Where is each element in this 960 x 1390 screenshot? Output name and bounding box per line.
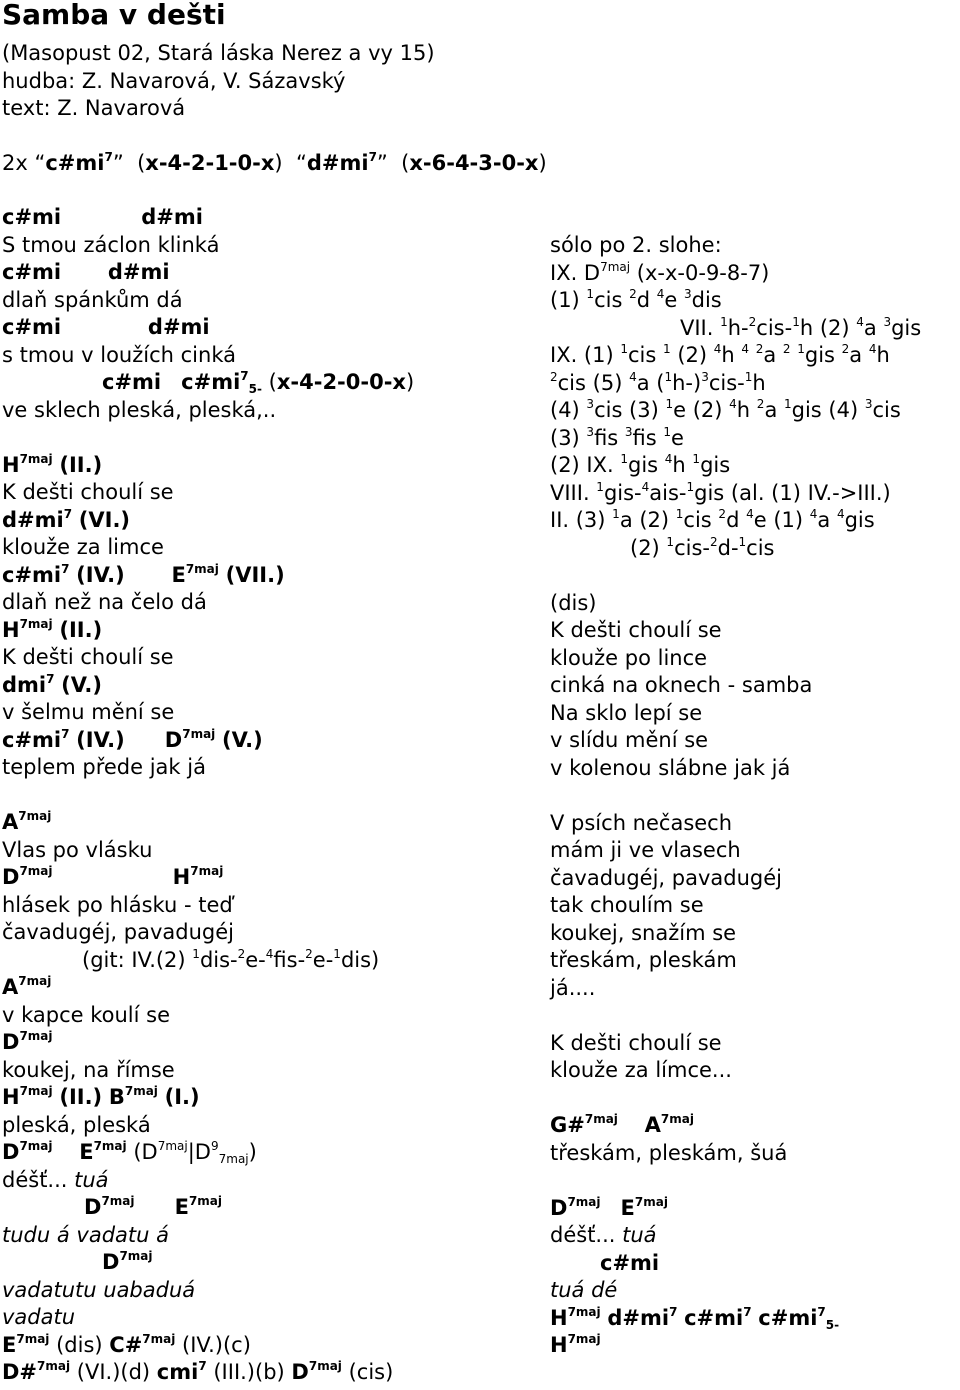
solo-line: VII. $^1$h-$^2$cis-$^1$h (2) $^4$a $^3$gis [680,314,922,340]
lyric-line: K dešti choulí se [550,618,722,642]
solo-line: (2) $^1$cis-$^2$d-$^1$cis [630,534,775,560]
solo-heading: sólo po 2. slohe: [550,233,722,257]
chord-line: $D^{7maj}$ $E^{7maj}$ [84,1194,223,1219]
chord-line: (dis) [550,590,597,615]
lyric-line: Vlas po vlásku [2,837,153,862]
chord-line: dmi$^7$ (V.) [2,671,102,697]
chord-line: c#mi d#mi [2,205,203,229]
chord-line: c#mi d#mi [2,260,170,284]
chord-line: $H^{7maj}$ $d\#mi^7$ $c\#mi^7$ $c\#mi^7_{5-}$ [550,1304,840,1332]
chord-line: $c\#mi^7$ (IV.) $D^{7maj}$ (V.) [2,726,263,752]
chord-line: $H^{7maj}$ [550,1332,601,1357]
album-info: (Masopust 02, Stará láska Nerez a vy 15) [2,41,435,65]
chord-line: $H^{7maj}$ (II.) [2,451,103,477]
chord-line: $E^{7maj}$ (dis) C#$^{7maj}$ (IV.)(c) [2,1331,251,1357]
lyric-line: ve sklech pleská, pleská,.. [2,397,277,422]
lyric-line: vadatu [2,1305,76,1329]
song-meta [2,40,547,178]
lyric-line: S tmou záclon klinká [2,232,220,257]
lyric-line: pleská, pleská [2,1112,151,1137]
lyric-line: třeskám, pleskám, šuá [550,1140,788,1165]
chord-line: c#mi d#mi [2,315,210,339]
lyric-line: hlásek po hlásku - teď [2,892,233,917]
lyric-line: já.... [550,975,596,1000]
lyric-line: čavadugéj, pavadugéj [550,865,783,890]
lyric-line: K dešti choulí se [2,480,174,504]
left-column [2,204,532,1387]
song-title: Samba v dešti [2,0,226,31]
lyric-line: tudu á vadatu á [2,1222,169,1247]
chord-line: $H^{7maj}$ (II.) [2,616,103,642]
lyric-line: třeskám, pleskám [550,948,737,972]
lyric-line: K dešti choulí se [2,645,174,669]
lyric-line: v slídu mění se [550,728,709,752]
lyric-line: Na sklo lepí se [550,700,703,725]
lyric-line: koukej, na římse [2,1057,175,1082]
lyric-line: s tmou v loužích cinká [2,342,236,367]
lyrics-credit: text: Z. Navarová [2,96,186,120]
chord-line: $d\#mi^7$ (VI.) [2,506,131,532]
lyric-line: K dešti choulí se [550,1030,722,1055]
lyric-line: vadatutu uabaduá [2,1277,196,1302]
lyric-line: dlaň než na čelo dá [2,590,207,614]
chord-line: c#mi [600,1250,660,1275]
music-credit: hudba: Z. Navarová, V. Sázavský [2,68,346,93]
lyric-line: v šelmu mění se [2,700,175,724]
solo-line: (2) IX. $^1$gis $^4$h $^1$gis [550,452,731,477]
chord-line: $D^{7maj}$ $H^{7maj}$ [2,864,224,889]
solo-line: $^2$cis (5) $^4$a $(^1h-)^3cis-^1h$ [550,369,766,395]
solo-line: II. (3) $^1$a (2) $^1$cis $^2$d $^4$e (1) $^4$a $^4$gis [550,507,875,532]
chord-line: D#$^{7maj}$ (VI.)(d) cmi$^7$ (III.)(b) $D^{7maj}$ (cis) [2,1359,394,1384]
lyric-line: čavadugéj, pavadugéj [2,920,235,944]
lyric-line: mám ji ve vlasech [550,838,741,862]
chord-line: $A^{7maj}$ [2,974,52,999]
solo-line: IX. $D^{7maj}$ (x-x-0-9-8-7) [550,259,770,285]
lyric-line: dlaň spánkům dá [2,287,183,312]
lyric-line: klouže po lince [550,645,708,670]
lyric-line: koukej, snažím se [550,920,737,945]
solo-line: IX. (1) $^1$cis $^1$ (2) $^4$h $^4$ $^2$a $^2$ $^1$gis $^2$a $^4$h [550,342,890,367]
lyric-line: v kapce koulí se [2,1002,171,1027]
chord-line: $D^{7maj}$ [2,1029,53,1054]
guitar-note: (git: IV.(2) $^1$dis-$^2$e-$^4$fis-$^2$e-$^1$dis) [82,946,380,972]
solo-line: (1) $^1$cis $^2$d $^4$e $^3$dis [550,287,722,312]
intro-line: 2x “$c\#mi^7$” (x-4-2-1-0-x) “$d\#mi^7$” (x-6-4-3-0-x) [2,150,547,175]
chord-line: $D^{7maj}$ $E^{7maj}$ [550,1194,668,1220]
lyric-line: teplem přede jak já [2,755,206,779]
lyric-line: klouže za límce... [550,1058,732,1082]
chord-line: c#mi $c\#mi^7_{5-}$ (x-4-2-0-0-x) [102,369,415,396]
lyric-line: cinká na oknech - samba [550,673,813,697]
lyric-line: tak choulím se [550,893,704,917]
chord-line: $D^{7maj}$ [102,1249,153,1274]
lyric-line: déšť... tuá [2,1167,109,1192]
lyric-line: V psích nečasech [550,810,733,835]
chord-line: $D^{7maj}$ $E^{7maj}$ $(D^{7maj}|D^9_{7maj})$ [2,1139,257,1166]
solo-line: (3) $^3$fis $^3$fis $^1$e [550,424,684,450]
lyric-line: déšť... tuá [550,1223,657,1247]
chord-line: $A^{7maj}$ [2,809,52,834]
solo-line: VIII. $^1$gis-$^4$ais-$^1$gis (al. (1) IV.->III.) [550,479,891,505]
lyric-line: v kolenou slábne jak já [550,755,791,780]
right-column [550,232,960,1360]
lyric-line: tuá dé [550,1278,618,1302]
chord-line: $H^{7maj}$ (II.) $B^{7maj}$ (I.) [2,1084,200,1109]
chord-line: G#$^{7maj}$ $A^{7maj}$ [550,1112,694,1137]
solo-line: (4) $^3$cis (3) $^1$e (2) $^4$h $^2$a $^1$gis (4) $^3$cis [550,397,901,422]
lyric-line: klouže za limce [2,535,164,559]
chord-line: $c\#mi^7$ (IV.) $E^{7maj}$ (VII.) [2,561,285,587]
